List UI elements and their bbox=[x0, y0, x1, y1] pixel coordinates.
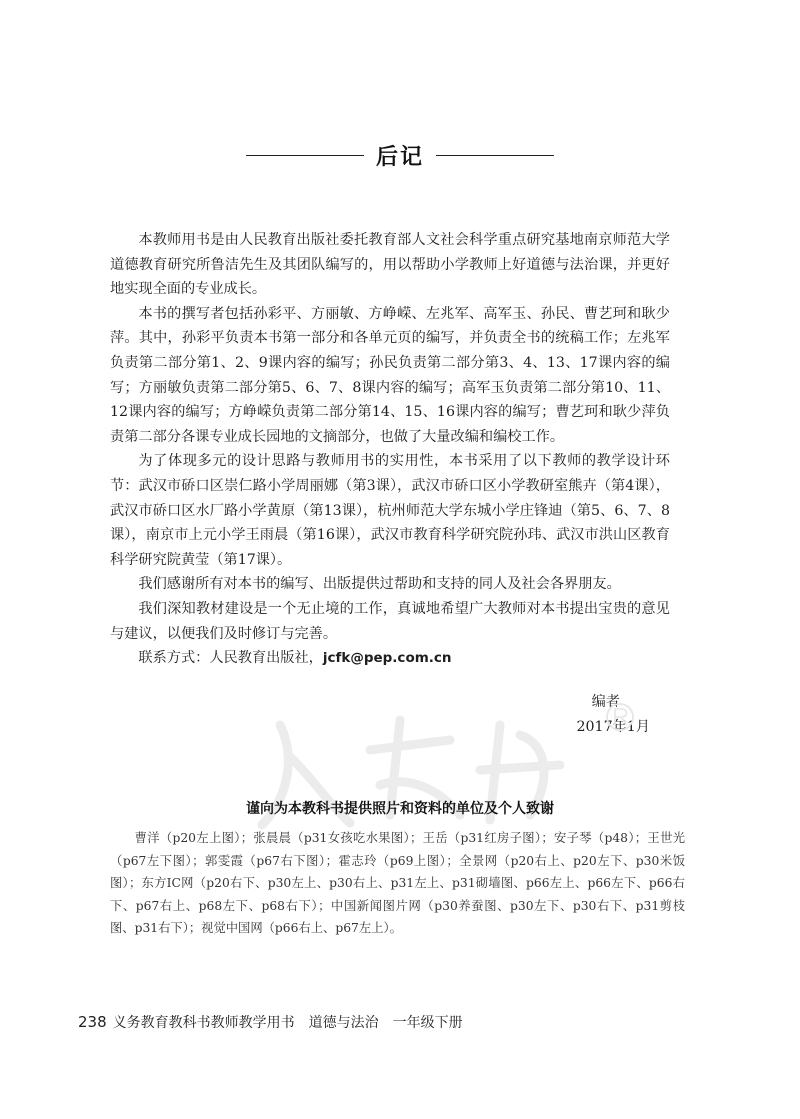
contact-label: 联系方式：人民教育出版社， bbox=[138, 650, 323, 667]
paragraph-contributors: 为了体现多元的设计思路与教师用书的实用性，本书采用了以下教师的教学设计环节：武汉市硚口区崇仁路小学周丽娜（第3课），武汉市硚口区小学教研室熊卉（第4课），武汉市硚口区水厂路小学黄原（第13课），杭州师范大学东城小学庄锋迪（第5、6、7、8课），南京市上元小学王雨晨（第16课），武汉市教育科学研究院孙玮、武汉市洪山区教育科学研究院黄莹（第17课）。 bbox=[110, 453, 670, 568]
contact-line bbox=[110, 646, 670, 671]
footer-subject: 道德与法治 bbox=[308, 1015, 379, 1031]
acknowledgement-body bbox=[110, 827, 685, 940]
acknowledgement-heading: 谨向为本教科书提供照片和资料的单位及个人致谢 bbox=[246, 801, 554, 817]
contact-email: jcfk@pep.com.cn bbox=[322, 650, 452, 667]
title-right-rule bbox=[436, 155, 554, 156]
page-number: 238 bbox=[78, 1013, 107, 1031]
paragraph-feedback: 我们深知教材建设是一个无止境的工作，真诚地希望广大教师对本书提出宝贵的意见与建议，以便我们及时修订与完善。 bbox=[110, 600, 670, 642]
page-footer bbox=[78, 1012, 463, 1032]
afterword-body bbox=[110, 228, 670, 671]
page-title: 后记 bbox=[375, 145, 424, 170]
paragraph-thanks: 我们感谢所有对本书的编写、出版提供过帮助和支持的同人及社会各界朋友。 bbox=[138, 576, 621, 593]
acknowledgement-text: 曹洋（p20左上图）；张晨晨（p31女孩吃水果图）；王岳（p31红房子图）；安子琴（p48）；王世光（p67左下图）；郭雯霞（p67右下图）；霍志玲（p69上图）；全景网（p20右上、p20左下、p30米饭图）；东方IC网（p20右下、p30左上、p30右上、p31左上、p31砌墙图、p66左上、p66左下、p66右下、p67右上、p68左下、p68右下）；中国新闻图片网（p30养蚕图、p30左下、p30右下、p31剪枝图、p31右下）；视觉中国网（p66右上、p67左上）。 bbox=[110, 831, 685, 936]
afterword-title bbox=[0, 140, 800, 171]
paragraph-intro: 本教师用书是由人民教育出版社委托教育部人文社会科学重点研究基地南京师范大学道德教育研究所鲁洁先生及其团队编写的，用以帮助小学教师上好道德与法治课，并更好地实现全面的专业成长。 bbox=[110, 232, 670, 298]
paragraph-authors: 本书的撰写者包括孙彩平、方丽敏、方峥嵘、左兆军、高军玉、孙民、曹艺珂和耿少萍。其中，孙彩平负责本书第一部分和各单元页的编写，并负责全书的统稿工作；左兆军负责第二部分第1、2、9课内容的编写；孙民负责第二部分第3、4、13、17课内容的编写；方丽敏负责第二部分第5、6、7、8课内容的编写；高军玉负责第二部分第10、11、12课内容的编写；方峥嵘负责第二部分第14、15、16课内容的编写；曹艺珂和耿少萍负责第二部分各课专业成长园地的文摘部分，也做了大量改编和编校工作。 bbox=[110, 305, 670, 445]
signature-name: 编者 bbox=[591, 694, 620, 710]
title-left-rule bbox=[246, 155, 364, 156]
footer-grade: 一年级下册 bbox=[392, 1015, 463, 1031]
signature-date: 2017年1月 bbox=[576, 718, 650, 735]
footer-book-series: 义务教育教科书教师教学用书 bbox=[112, 1015, 295, 1031]
